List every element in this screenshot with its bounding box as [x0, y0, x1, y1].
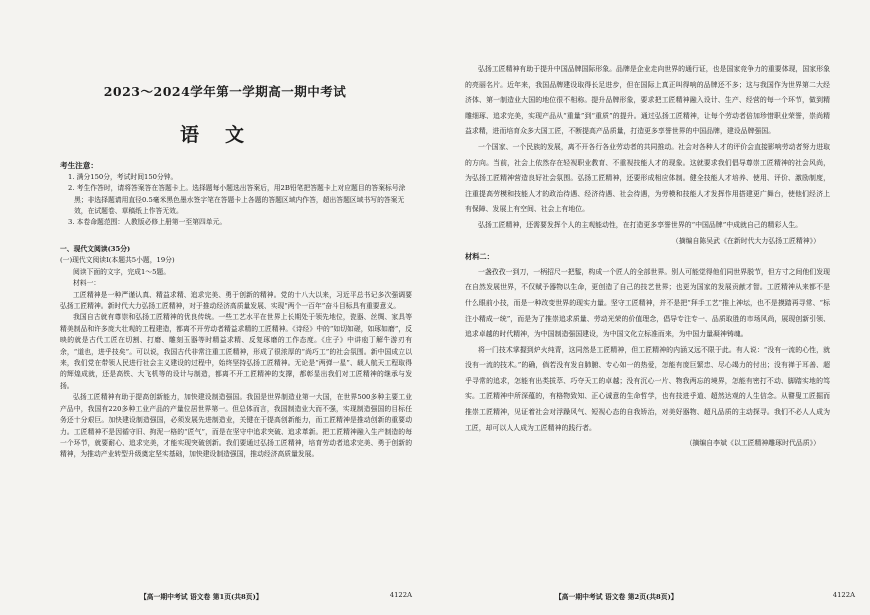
material-label: 材料二： [465, 252, 494, 262]
paragraph: 弘扬工匠精神有助于提升中国品牌国际形象。品牌是企业走向世界的通行证，也是国家竞争力的重要体现，国家形象的亮丽名片。近年来，我国品牌建设取得长足进步，但在国际上真正叫得响的品牌还不多；这与我国作为世界第二大经济体、第一制造业大国的地位很不相称。提升品牌形象，要求把工匠精神融入设计、生产、经营的每一个环节，做到精雕细琢、追求完美，实现产品从“重量”到“重质”的提升。通过弘扬工匠精神，让每个劳动者倍加珍惜职业荣誉，崇尚精益求精，进而培育众多大国工匠，不断提高产品质量，打造更多享誉世界的中国品牌，建设品牌强国。 [465, 65, 830, 136]
notice-item: 1. 满分150分，考试时间150分钟。 [68, 173, 178, 182]
exam-title: 2023～2024学年第一学期高一期中考试 [103, 84, 347, 99]
footer-text: 【高一期中考试 语文卷 第2页(共8页)】 [555, 593, 678, 601]
page-2 [435, 0, 870, 615]
source-citation: （摘编自李斌《以工匠精神雕琢时代品质》） [685, 439, 820, 448]
paragraph: 弘扬工匠精神，还需要发挥个人的主观能动性，在打造更多享誉世界的“中国品牌”中成就自己的精彩人生。 [478, 220, 803, 229]
material-label: 材料一： [73, 279, 101, 288]
notice-item: 2. 考生作答时，请将答案答在答题卡上。选择题每小题选出答案后，用2B铅笔把答题卡上对应题目的答案标号涂黑；非选择题请用直径0.5毫米黑色墨水签字笔在答题卡上各题的答题区域内作答，超出答题区域书写的答案无效，在试题卷、草稿纸上作答无效。 [68, 184, 406, 215]
reading-section [60, 244, 412, 461]
page-footer [140, 591, 412, 601]
paper-code: 4122A [389, 591, 412, 599]
footer-text: 【高一期中考试 语文卷 第1页(共8页)】 [140, 593, 263, 601]
paragraph: 工匠精神是一种严谨认真、精益求精、追求完美、勇于创新的精神。党的十八大以来，习近平总书记多次强调要弘扬工匠精神。新时代大力弘扬工匠精神，对于推动经济高质量发展、实现“两个一百年”奋斗目标具有重要意义。 [60, 290, 412, 311]
paragraph: 一盏孜孜一到刀，一柄招尺一把錾，构成一个匠人的全部世界。别人可能觉得他们同世界脱节，但方寸之间他们发现在自然发展世界，不仅赋予器物以生命，更创造了自己的技艺世界；也更为国家的发展贡献才智。工匠精神从来都不是什么眼前小技，而是一种改变世界的现实力量。坚守工匠精神，并不是把“拜手工艺”推上神坛，也不是摸踏再寻常、“标注小精成一统”，而是为了推崇追求质量、劳动光荣的价值理念，倡导专注专一、品质取胜的市场风尚，展现创新引领、追求卓越的时代精神，为中国制造强国建设，为中国文化立标准而来，为中国力量凝神铸魂。 [465, 267, 830, 339]
page-footer [555, 591, 855, 601]
candidate-notice [60, 160, 412, 228]
paragraph: 一个国家、一个民族的发展，离不开各行各业劳动者的共同推动。社会对各种人才的评价会直接影响劳动者努力进取的方向。当前，社会上依然存在轻视职业教育、不重视技能人才的现象。这就要求我们倡导尊崇工匠精神的社会风尚，为弘扬工匠精神营造良好社会氛围。弘扬工匠精神，还要形成相应体制。健全技能人才培养、使用、评价、激励制度，注重提高劳模和技能人才的政治待遇、经济待遇、社会待遇，为劳模和技能人才发挥作用搭建更广舞台，使他们经济上有保障、发展上有空间、社会上有地位。 [465, 142, 830, 214]
paragraph: 将一门技术掌握到炉火纯青，这同然是工匠精神，但工匠精神的内涵又远不限于此。有人说：“没有一流的心性，就没有一流的技术。”的确，倘若没有发自肺腑、专心如一的热爱，怎能有庞巨繁忠、尽心竭力的付出；没有禅于耳善、超乎寻常的追求，怎能有出类拔萃、巧夺天工的卓越；没有沉心一片、物我两忘的境界，怎能有密打不动、脚踏实地的笃实。工匠精神中所深蕴的，有格物致知、正心诚意的生命哲学，也有技进乎道、超然达观的人生信念。从瞽叟工匠掘而推崇工匠精神，见证着社会对浮躁风气、短视心态的自我矫治，对美好器物、超凡品质的主动探寻。我们不必人人成为工匠，却可以人人成为工匠精神的践行者。 [465, 345, 830, 432]
instruction: 阅读下面的文字，完成1～5题。 [73, 267, 171, 276]
page-2-body [465, 62, 830, 452]
section-heading: 一、现代文阅读(35分) [60, 245, 131, 253]
notice-item: 3. 本卷命题范围：人教版必修上册第一至第四单元。 [68, 218, 227, 227]
notice-heading: 考生注意： [60, 161, 98, 170]
paragraph: 弘扬工匠精神有助于提高创新能力，加快建设制造强国。我国是世界制造业第一大国，在世界500多种主要工业产品中，我国有220多种工业产品的产量位居世界第一。但总体而言，我国制造业大而不强，实现制造强国的目标任务还十分艰巨。加快建设制造强国，必须发展先进制造业，关键在于提高创新能力，而工匠精神是推动创新的重要动力。工匠精神不是因循守旧、拘泥一格的“匠气”，而是在坚守中追求突破、追求革新。把工匠精神融入生产制造的每一个环节，就要耐心、追求完美，才能实现突破创新。我们要通过弘扬工匠精神，培育劳动者追求完美、勇于创新的精神，为推动产业转型升级奠定坚实基础，加快建设制造强国，推动经济高质量发展。 [60, 393, 412, 459]
sub-heading: (一)现代文阅读Ⅰ(本题共5小题，19分) [60, 256, 175, 265]
paper-code: 4122A [832, 591, 855, 599]
source-citation: （摘编自陈吴武《在新时代大力弘扬工匠精神》） [671, 236, 820, 245]
paragraph: 我国自古就有尊崇和弘扬工匠精神的优良传统。一些工艺水平在世界上长期处于领先地位，瓷器、丝绸、家具等精美制品和许多庞大壮观的工程建造，都离不开劳动者精益求精的工匠精神。《诗经》中的“如切如磋，如琢如磨”，反映的就是古代工匠在切割、打磨、雕刻玉器等时精益求精、反复琢磨的工作态度。《庄子》中讲庖丁解牛游刃有余，“道也，进乎技矣”。可以说，我国古代非常注重工匠精神，形成了很浓厚的“尚巧工”的社会氛围。新中国成立以来，我们党在带领人民进行社会主义建设的过程中，始终坚持弘扬工匠精神。无论是“两弹一星”、载人航天工程取得的辉煌成就，还是高铁、大飞机等的设计与制造，都离不开工匠精神的支撑，都彰显出我们对工匠精神的继承与发扬。 [60, 313, 412, 390]
subject-title: 语文 [179, 124, 270, 146]
